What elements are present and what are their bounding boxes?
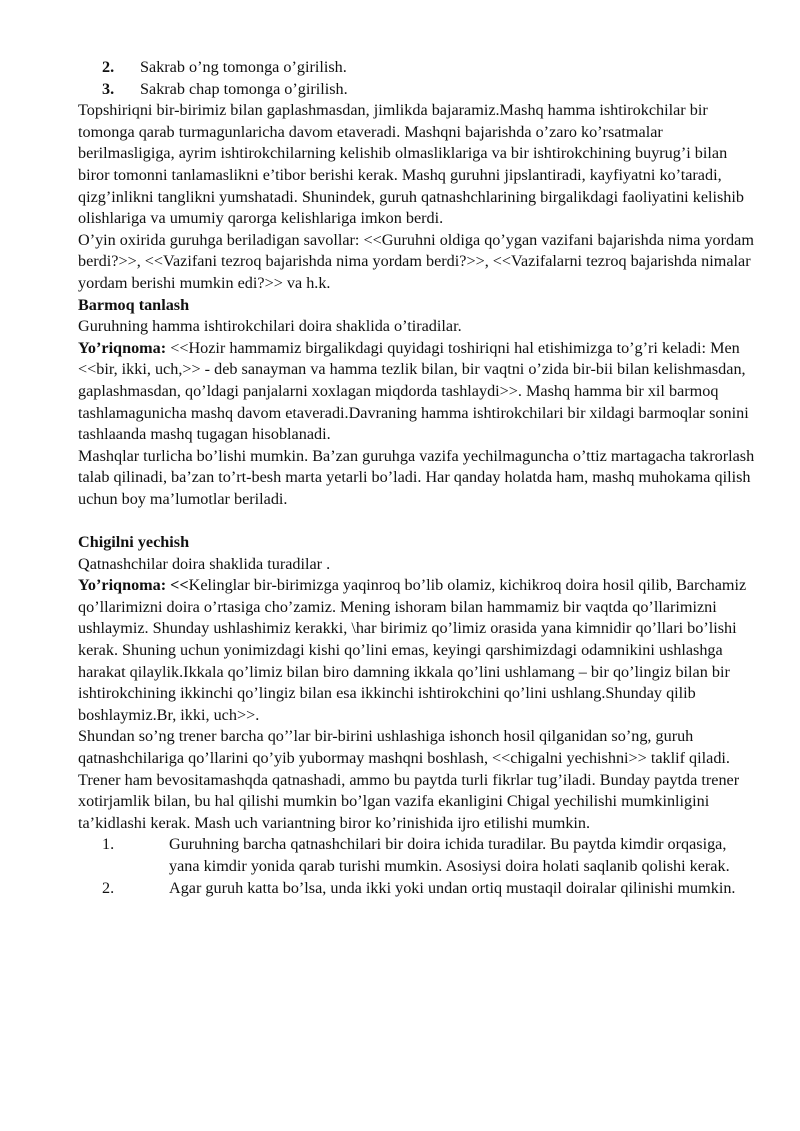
paragraph: Shundan so’ng trener barcha qo’’lar bir-birini ushlashiga ishonch hosil qilganidan so’ng, guruh qatnashchilariga qo’llarini qo’yib yubormay mashqni boshlash, <<chigalni yechishni>> taklif qiladi. Trener ham bevositamashqda qatnashadi, ammo bu paytda turli fikrlar tug’iladi. Bunday paytda trener xotirjamlik bilan, bu hal qilishi mumkin bo’lgan vazifa ekanligini Chigal yechilishi mumkinligini ta’kidlashi kerak. Mash uch variantning biror ko’rinishida ijro etilishi mumkin.	[78, 727, 740, 832]
list-text: Sakrab chap tomonga o’girilish.	[140, 79, 348, 98]
section-heading: Barmoq tanlash	[78, 295, 190, 314]
list-number: 2.	[102, 878, 115, 897]
paragraph: O’yin oxirida guruhga beriladigan savollar: <<Guruhni oldiga qo’ygan vazifani bajarishda nima yordam berdi?>>, <<Vazifani tezroq bajarishda nima yordam berdi?>>, <<Vazifalarni tezroq bajarishda nimalar yordam berishi mumkin edi?>> va h.k.	[78, 230, 754, 292]
list-item	[78, 878, 758, 900]
document-page	[78, 57, 758, 899]
paragraph: Guruhning hamma ishtirokchilari doira shaklida o’tiradilar.	[78, 317, 462, 336]
intro-list	[78, 57, 758, 100]
list-text: Guruhning barcha qatnashchilari bir doira ichida turadilar. Bu paytda kimdir orqasiga, yana kimdir yonida qarab turishi mumkin. Asosiysi doira holati saqlanib qolishi kerak.	[169, 835, 730, 875]
paragraph: Mashqlar turlicha bo’lishi mumkin. Ba’zan guruhga vazifa yechilmaguncha o’ttiz martagacha takrorlash talab qilinadi, ba’zan to’rt-besh marta yetarli bo’ladi. Har qanday holatda ham, mashq muhokama qilish uchun boy ma’lumotlar beriladi.	[78, 446, 755, 508]
spacer	[78, 510, 758, 532]
paragraph: Qatnashchilar doira shaklida turadilar .	[78, 554, 331, 573]
section-heading: Chigilni yechish	[78, 533, 190, 552]
variant-list	[78, 834, 758, 899]
list-item	[78, 79, 758, 101]
list-item	[78, 834, 758, 877]
instruction-label: Yo’riqnoma:	[78, 338, 167, 357]
paragraph: Topshiriqni bir-birimiz bilan gaplashmasdan, jimlikda bajaramiz.Mashq hamma ishtirokchilar bir tomonga qarab turmagunlaricha davom etaveradi. Mashqni bajarishda o’zaro ko’rsatmalar berilmasligiga, ayrim ishtirokchilarning kelishib olmasliklariga va bir ishtirokchining buyrug’i bilan biror tomonni tanlamaslikni e’tibor berishi kerak. Mashq guruhni jipslantiradi, kayfiyatni ko’taradi, qizg’inlikni tanglikni yumshatadi. Shunindek, guruh qatnashchlarining birgalikdagi faoliyatini kelishib olishlariga va umumiy qarorga kelishlariga imkon berdi.	[78, 101, 744, 228]
instruction-label: Yo’riqnoma: <<	[78, 576, 189, 595]
list-number: 1.	[102, 835, 115, 854]
list-text: Sakrab o’ng tomonga o’girilish.	[140, 58, 347, 76]
instruction-text: Kelinglar bir-birimizga yaqinroq bo’lib olamiz, kichikroq doira hosil qilib, Barchamiz qo’llarimizni doira o’rtasiga cho’zamiz. Mening ishoram bilan hammamiz bir vaqtda qo’llarimizni ushlaymiz. Shunday ushlashimiz kerakki, \har birimiz qo’limiz orasida yana kimnidir qo’llari bo’lishi kerak. Shuning uchun yonimizdagi kishi qo’lini emas, keyingi qarshimizdagi odamnikini ushlashga harakat qilaylik.Ikkala qo’limiz bilan biro damning ikkala qo’lini ushlamang – bir qo’lingiz bilan bir ishtirokchining ikkinchi qo’lingiz bilan esa ikkinchi ishtirokchini qo’lini ushlang.Shunday qilib boshlaymiz.Br, ikki, uch>>.	[78, 576, 747, 724]
list-number: 2.	[102, 58, 115, 76]
instruction-paragraph	[78, 338, 758, 446]
list-text: Agar guruh katta bo’lsa, unda ikki yoki undan ortiq mustaqil doiralar qilinishi mumkin.	[169, 878, 736, 897]
list-item	[78, 57, 758, 79]
instruction-paragraph	[78, 575, 758, 726]
instruction-text: <<Hozir hammamiz birgalikdagi quyidagi toshiriqni hal etishimizga to’g’ri keladi: Men <<bir, ikki, uch,>> - deb sanayman va hamma tezlik bilan, bir vaqtni o’zida bir-bii bilan kelishmasdan, gaplashmasdan, qo’ldagi panjalarni xoxlagan miqdorda tashlaydi>>. Mashq hamma bir xil barmoq tashlamagunicha mashq davom etaveradi.Davraning hamma ishtirokchilari bir xildagi barmoqlar sonini tashlaanda mashq tugagan hisoblanadi.	[78, 338, 749, 444]
list-number: 3.	[102, 79, 115, 98]
